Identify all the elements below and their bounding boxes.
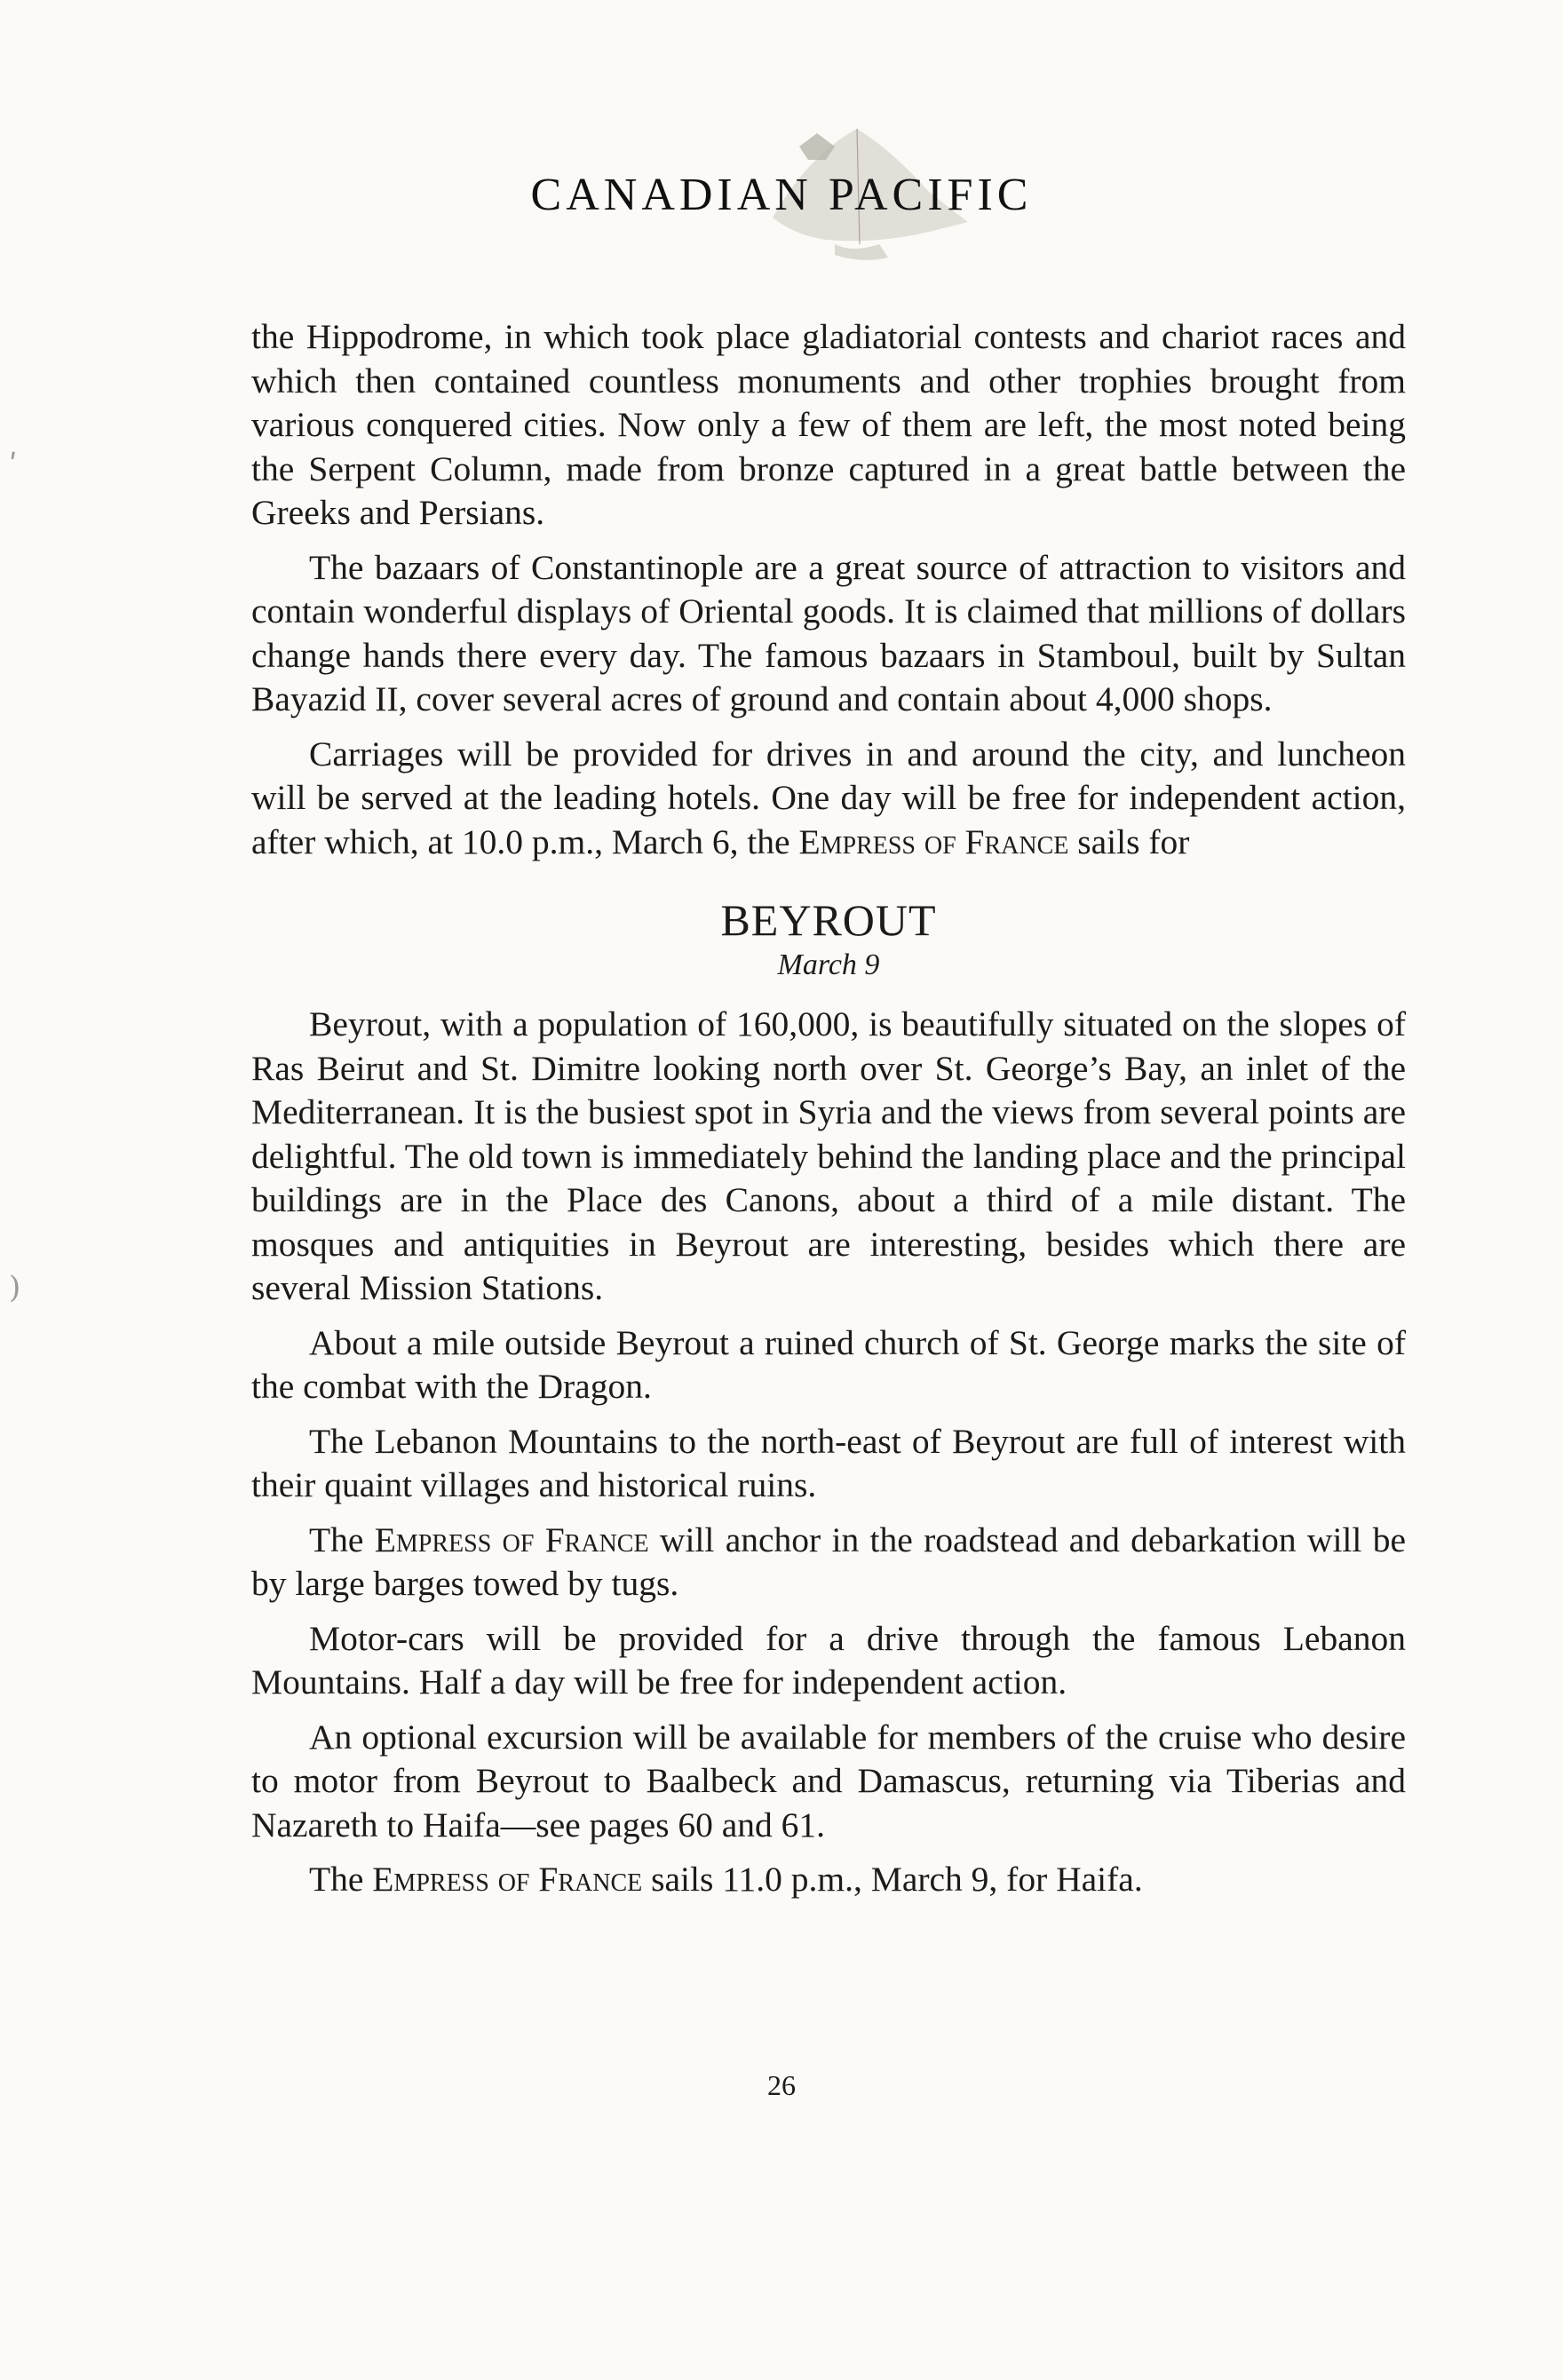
- paragraph-excursion: An optional excursion will be available for members of the cruise who desire to motor from Beyrout to Baalbeck and Damascus, returning via Tiberias and Nazareth to Haifa—see pages 60 and 61.: [251, 1717, 1406, 1844]
- page-number: 26: [767, 2069, 796, 2101]
- paragraph-lebanon: The Lebanon Mountains to the north-east of Beyrout are full of interest with their quaint villages and historical ruins.: [251, 1421, 1406, 1504]
- margin-mark: ): [9, 1270, 21, 1305]
- paragraph-anchor: [251, 1519, 1406, 1606]
- text-fragment: will anchor in the roadstead and debarkation will be by large barges towed by tugs.: [251, 1519, 1406, 1603]
- header-title: CANADIAN PACIFIC: [530, 170, 1033, 220]
- paragraph-motor-cars: Motor-cars will be provided for a drive through the famous Lebanon Mountains. Half a day will be free for independent action.: [251, 1618, 1406, 1702]
- text-fragment: sails 11.0 p.m., March 9, for Haifa.: [642, 1860, 1143, 1899]
- text-fragment: The: [309, 1519, 375, 1559]
- section-heading: BEYROUT: [720, 895, 937, 945]
- paragraph-bazaars: The bazaars of Constantinople are a great source of attraction to visitors and contain wonderful displays of Oriental goods. It is claimed that millions of dollars change hands there every day. The famous bazaars in Stamboul, built by Sultan Bayazid II, cover several acres of ground and contain about 4,000 shops.: [251, 547, 1406, 718]
- text-fragment: Carriages will be provided for drives in and around the city, and luncheon will be served at the leading hotels. One day will be free for independent action, after which, at 10.0 p.m., March 6, the: [251, 734, 1406, 861]
- ship-name: Empress of France: [374, 1519, 649, 1559]
- text-fragment: The: [309, 1860, 373, 1899]
- paragraph-carriages: [251, 733, 1406, 865]
- page-header: [0, 111, 1563, 271]
- ship-name: Empress of France: [798, 821, 1069, 861]
- section-date: March 9: [777, 948, 880, 981]
- ship-name: Empress of France: [372, 1860, 643, 1899]
- paragraph-hippodrome: the Hippodrome, in which took place gladiatorial contests and chariot races and which then contained countless monuments and other trophies brought from various conquered cities. Now only a few of them are left, the most noted being the Serpent Column, made from bronze captured in a great battle between the Greeks and Persians.: [251, 317, 1406, 532]
- paragraph-sails: [251, 1858, 1406, 1902]
- margin-mark: ʹ: [9, 448, 18, 484]
- body-text: [251, 315, 1406, 1913]
- text-fragment: sails for: [1068, 821, 1190, 861]
- paragraph-beyrout-intro: Beyrout, with a population of 160,000, is beautifully situated on the slopes of Ras Beirut and St. Dimitre looking north over St. George’s Bay, an inlet of the Mediterranean. It is the busiest spot in Syria and the views from several points are delightful. The old town is immediately behind the landing place and the principal buildings are in the Place des Canons, about a third of a mile distant. The mosques and antiquities in Beyrout are interesting, besides which there are several Mission Stations.: [251, 1004, 1406, 1307]
- paragraph-st-george: About a mile outside Beyrout a ruined church of St. George marks the site of the combat with the Dragon.: [251, 1322, 1406, 1406]
